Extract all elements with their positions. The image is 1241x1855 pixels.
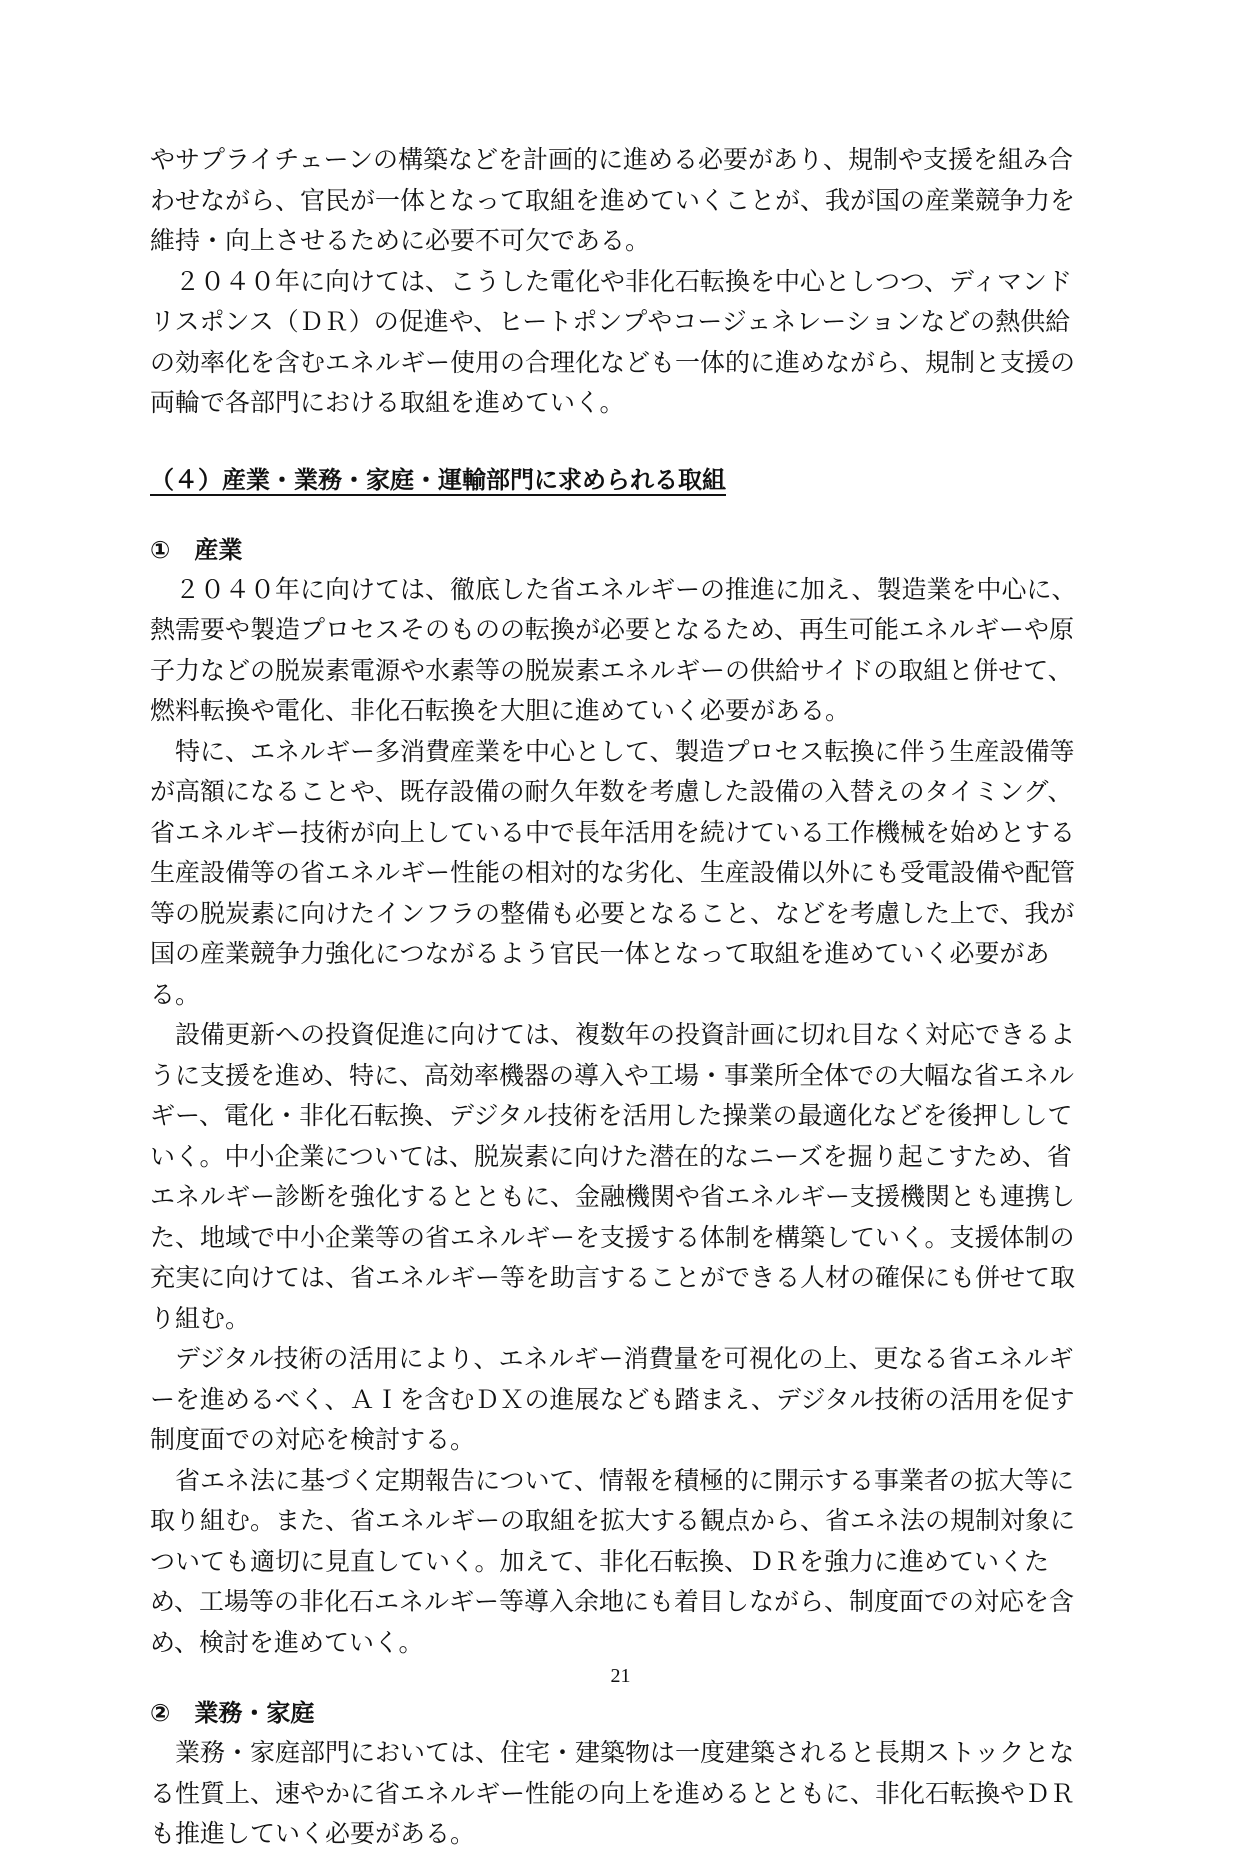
industry-paragraph-2: 特に、エネルギー多消費産業を中心として、製造プロセス転換に伴う生産設備等が高額になることや、既存設備の耐久年数を考慮した設備の入替えのタイミング、省エネルギー技術が向上している中で長年活用を続けている工作機械を始めとする生産設備等の省エネルギー性能の相対的な劣化、生産設備以外にも受電設備や配管等の脱炭素に向けたインフラの整備も必要となること、などを考慮した上で、我が国の産業競争力強化につながるよう官民一体となって取組を進めていく必要がある。 (150, 736, 1076, 1009)
industry-paragraph-5: 省エネ法に基づく定期報告について、情報を積極的に開示する事業者の拡大等に取り組む。また、省エネルギーの取組を拡大する観点から、省エネ法の規制対象についても適切に見直していく。加えて、非化石転換、ＤＲを強力に進めていくため、工場等の非化石エネルギー等導入余地にも着目しながら、制度面での対応を含め、検討を進めていく。 (150, 1465, 1076, 1657)
industry-paragraph-3: 設備更新への投資促進に向けては、複数年の投資計画に切れ目なく対応できるように支援を進め、特に、高効率機器の導入や工場・事業所全体での大幅な省エネルギー、電化・非化石転換、デジタル技術を活用した操業の最適化などを後押ししていく。中小企業については、脱炭素に向けた潜在的なニーズを掘り起こすため、省エネルギー診断を強化するとともに、金融機関や省エネルギー支援機関とも連携した、地域で中小企業等の省エネルギーを支援する体制を構築していく。支援体制の充実に向けては、省エネルギー等を助言することができる人材の確保にも併せて取り組む。 (150, 1020, 1076, 1333)
industry-paragraph-1: ２０４０年に向けては、徹底した省エネルギーの推進に加え、製造業を中心に、熱需要や製造プロセスそのものの転換が必要となるため、再生可能エネルギーや原子力などの脱炭素電源や水素等の脱炭素エネルギーの供給サイドの取組と併せて、燃料転換や電化、非化石転換を大胆に進めていく必要がある。 (150, 574, 1077, 725)
business-home-paragraph-1: 業務・家庭部門においては、住宅・建築物は一度建築されると長期ストックとなる性質上、速やかに省エネルギー性能の向上を進めるとともに、非化石転換やＤＲも推進していく必要がある。 (150, 1738, 1076, 1848)
business-home-title: ② 業務・家庭 (150, 1699, 315, 1727)
intro-paragraph-1: やサプライチェーンの構築などを計画的に進める必要があり、規制や支援を組み合わせながら、官民が一体となって取組を進めていくことが、我が国の産業競争力を維持・向上させるために必要不可欠である。 (150, 145, 1076, 255)
section-4-title: （４）産業・業務・家庭・運輸部門に求められる取組 (150, 465, 726, 494)
document-body (150, 140, 1090, 1855)
industry-title: ① 産業 (150, 535, 243, 564)
page-number: 21 (610, 1665, 631, 1687)
industry-paragraph-4: デジタル技術の活用により、エネルギー消費量を可視化の上、更なる省エネルギーを進めるべく、ＡＩを含むＤＸの進展なども踏まえ、デジタル技術の活用を促す制度面での対応を検討する。 (150, 1344, 1075, 1454)
intro-paragraph-2: ２０４０年に向けては、こうした電化や非化石転換を中心としつつ、ディマンドリスポンス（ＤＲ）の促進や、ヒートポンプやコージェネレーションなどの熱供給の効率化を含むエネルギー使用の合理化なども一体的に進めながら、規制と支援の両輪で各部門における取組を進めていく。 (150, 266, 1076, 417)
